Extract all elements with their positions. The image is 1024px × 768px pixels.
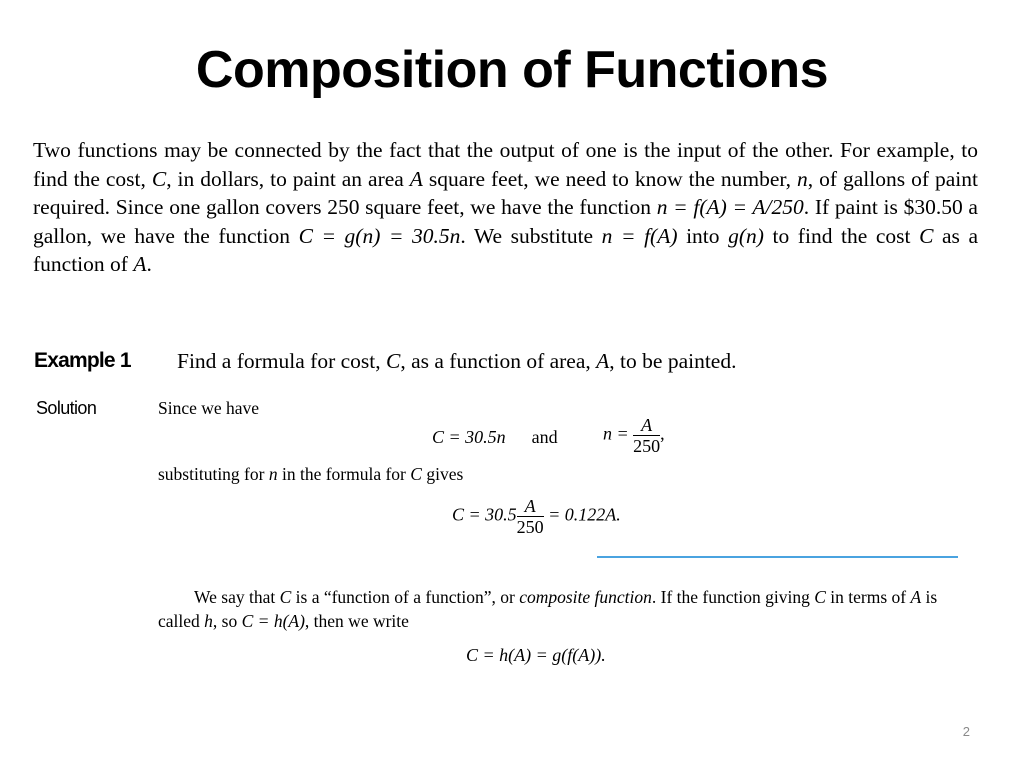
- question-text: , to be painted.: [609, 349, 737, 373]
- and-connector: and: [531, 427, 558, 447]
- substitution-part: gives: [421, 464, 464, 484]
- fraction-numerator: A: [517, 496, 544, 517]
- intro-text: as a function of: [33, 223, 979, 276]
- var-C: C: [386, 349, 401, 373]
- conclusion-text: in terms of: [825, 587, 911, 607]
- var-C: C: [410, 464, 422, 484]
- intro-text: into: [677, 223, 729, 248]
- var-C: C: [814, 587, 826, 607]
- intro-text: . If paint is $30.50 a gallon, we have the function: [33, 195, 978, 248]
- equation-substitution: n = f(A): [601, 223, 678, 248]
- fraction-A-over-250: [517, 496, 544, 537]
- intro-text: , of gallons of paint required. Since one gallon covers 250 square feet, we have the function: [33, 166, 978, 219]
- conclusion-paragraph: [158, 585, 958, 633]
- equation-gallons-lhs: n =: [603, 423, 629, 444]
- final-equation: [466, 645, 606, 666]
- example-question: [177, 349, 736, 374]
- intro-paragraph: [33, 136, 978, 279]
- conclusion-text: is a “function of a function”, or: [291, 587, 520, 607]
- equation-n-of-A: n = f(A) = A/250: [656, 195, 804, 219]
- equation-C-of-n: C = g(n) = 30.5n: [298, 223, 461, 248]
- equation-cost: [432, 427, 558, 448]
- var-A: A: [133, 252, 147, 276]
- substitution-part: substituting for: [158, 464, 269, 484]
- fraction-numerator: A: [633, 415, 660, 436]
- var-h: h: [204, 611, 213, 631]
- comma: ,: [660, 423, 665, 444]
- intro-text: , in dollars, to paint an area: [166, 166, 410, 191]
- conclusion-text: is called: [158, 587, 938, 631]
- expression-g-of-n: g(n): [728, 223, 764, 248]
- conclusion-text: We say that: [194, 587, 280, 607]
- equation-result-lhs: C = 30.5: [452, 504, 517, 525]
- substitution-part: in the formula for: [277, 464, 411, 484]
- fraction-denominator: 250: [633, 436, 661, 456]
- fraction-denominator: 250: [516, 517, 544, 537]
- conclusion-text: . If the function giving: [651, 587, 815, 607]
- conclusion-text: , then we write: [304, 611, 409, 631]
- intro-text: Two functions may be connected by the fact that the output of one is the input of the other. For example, to find the cost,: [33, 138, 978, 191]
- equation-h-of-A: C = h(A): [241, 611, 305, 631]
- substitution-text: [158, 464, 463, 485]
- var-n: n: [797, 166, 808, 191]
- intro-text: .: [146, 252, 152, 276]
- equation-result: [452, 496, 621, 537]
- conclusion-text: , so: [212, 611, 242, 631]
- equation-result-rhs: = 0.122A.: [548, 504, 621, 525]
- var-C: C: [151, 166, 167, 191]
- equation-cost-expr: C = 30.5n: [432, 427, 506, 447]
- intro-text: square feet, we need to know the number,: [422, 166, 798, 191]
- solution-label: Solution: [36, 398, 97, 418]
- equation-gallons: [603, 415, 665, 456]
- var-A: A: [910, 587, 922, 607]
- var-C: C: [279, 587, 292, 607]
- final-equation-expr: C = h(A) = g(f(A)).: [466, 645, 606, 665]
- var-n: n: [268, 464, 278, 484]
- var-C: C: [919, 223, 934, 248]
- composite-function-term: composite function: [519, 587, 652, 607]
- var-A: A: [409, 166, 423, 191]
- accent-rule: [597, 556, 958, 558]
- slide-title: Composition of Functions: [195, 41, 829, 99]
- intro-text: . We substitute: [460, 223, 602, 248]
- var-A: A: [596, 349, 610, 373]
- solution-lead-text: Since we have: [158, 398, 260, 418]
- example-label: Example 1: [34, 349, 131, 372]
- intro-text: to find the cost: [763, 223, 920, 248]
- fraction-A-over-250: [633, 415, 660, 456]
- question-text: Find a formula for cost,: [177, 349, 386, 373]
- page-number: 2: [962, 724, 970, 739]
- question-text: , as a function of area,: [400, 349, 597, 373]
